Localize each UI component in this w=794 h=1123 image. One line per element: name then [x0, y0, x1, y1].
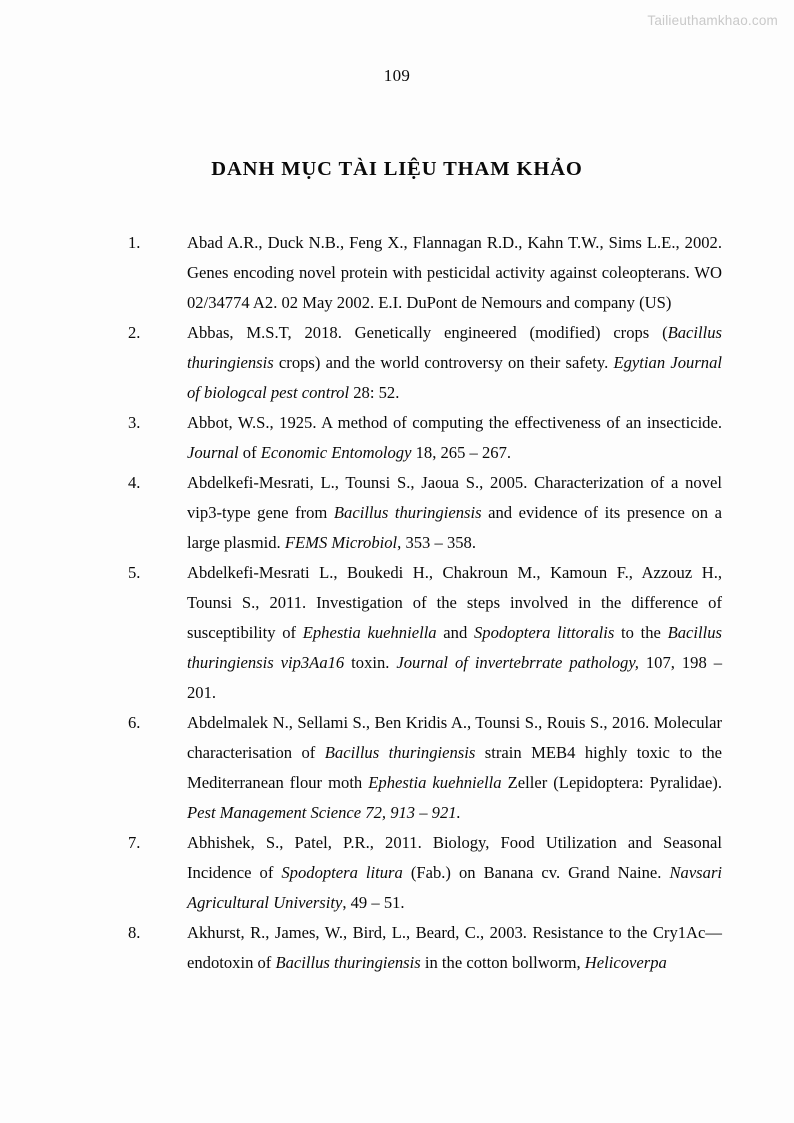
reference-italic-segment: Bacillus thuringiensis vip3Aa16	[187, 623, 723, 672]
reference-plain-segment: Akhurst, R., James, W., Bird, L., Beard, C., 2003. Resistance to the Cry1Ac—endotoxin of	[187, 923, 722, 972]
reference-plain-segment: Zeller (Lepidoptera: Pyralidae).	[501, 773, 722, 792]
reference-plain-segment: 107, 198 – 201.	[187, 653, 722, 702]
reference-number: 7.	[128, 833, 141, 852]
reference-plain-segment: 28: 52.	[349, 383, 400, 402]
reference-plain-segment: Abhishek, S., Patel, P.R., 2011. Biology, Food Utilization and Seasonal Incidence of	[187, 833, 722, 882]
reference-number: 3.	[128, 413, 141, 432]
reference-text	[187, 408, 722, 468]
reference-plain-segment: Abdelkefi-Mesrati, L., Tounsi S., Jaoua S., 2005. Characterization of a novel vip3-type gene from	[187, 473, 722, 522]
reference-italic-segment: Journal of invertebrrate pathology,	[396, 653, 639, 672]
reference-plain-segment: and evidence of its presence on a large plasmid.	[187, 503, 722, 552]
reference-plain-segment: , 353 – 358.	[397, 533, 476, 552]
reference-entry	[128, 828, 722, 918]
reference-number: 2.	[128, 323, 141, 342]
reference-plain-segment: Abbas, M.S.T, 2018. Genetically engineered (modified) crops (	[187, 323, 668, 342]
reference-plain-segment: Abdelkefi-Mesrati L., Boukedi H., Chakroun M., Kamoun F., Azzouz H., Tounsi S., 2011. Investigation of the steps involved in the difference of susceptibility of	[187, 563, 722, 642]
reference-italic-segment: Bacillus thuringiensis	[333, 503, 482, 522]
reference-entry	[128, 408, 722, 468]
page-number: 109	[383, 66, 411, 85]
reference-text	[187, 318, 722, 408]
reference-text	[187, 558, 722, 708]
reference-plain-segment: Abdelmalek N., Sellami S., Ben Kridis A., Tounsi S., Rouis S., 2016. Molecular characterisation of	[187, 713, 722, 762]
reference-plain-segment: 18, 265 – 267.	[411, 443, 512, 462]
reference-plain-segment: (Fab.) on Banana cv. Grand Naine.	[402, 863, 670, 882]
reference-italic-segment: Spodoptera litura	[281, 863, 403, 882]
reference-italic-segment: Ephestia kuehniella	[302, 623, 437, 642]
reference-text	[187, 918, 722, 978]
reference-number: 8.	[128, 923, 141, 942]
reference-plain-segment: toxin.	[344, 653, 397, 672]
reference-plain-segment: Abbot, W.S., 1925. A method of computing the effectiveness of an insecticide.	[187, 413, 722, 432]
reference-plain-segment: in the cotton bollworm,	[420, 953, 585, 972]
reference-italic-segment: Helicoverpa	[584, 953, 667, 972]
reference-plain-segment: strain MEB4 highly toxic to the Mediterranean flour moth	[187, 743, 722, 792]
reference-italic-segment: Bacillus thuringiensis	[275, 953, 421, 972]
reference-italic-segment: Economic Entomology	[260, 443, 412, 462]
reference-list	[128, 228, 722, 978]
reference-italic-segment: Ephestia kuehniella	[368, 773, 502, 792]
reference-plain-segment: Abad A.R., Duck N.B., Feng X., Flannagan R.D., Kahn T.W., Sims L.E., 2002. Genes encoding novel protein with pesticidal activity against coleopterans. WO 02/34774 A2. 02 May 2002. E.I. DuPont de Nemours and company (US)	[187, 233, 722, 312]
reference-plain-segment: of	[238, 443, 261, 462]
reference-italic-segment: Journal	[187, 443, 239, 462]
reference-italic-segment: FEMS Microbiol	[284, 533, 398, 552]
reference-plain-segment: to the	[614, 623, 668, 642]
reference-text	[187, 708, 722, 828]
reference-italic-segment: Spodoptera littoralis	[473, 623, 615, 642]
reference-entry	[128, 918, 722, 978]
reference-plain-segment: crops) and the world controversy on their safety.	[273, 353, 614, 372]
reference-text	[187, 468, 722, 558]
reference-number: 1.	[128, 233, 141, 252]
reference-text	[187, 228, 722, 318]
reference-plain-segment: , 49 – 51.	[342, 893, 405, 912]
reference-italic-segment: Bacillus thuringiensis	[324, 743, 476, 762]
reference-italic-segment: Bacillus thuringiensis	[187, 323, 722, 372]
reference-italic-segment: Egytian Journal of biologcal pest control	[187, 353, 722, 402]
reference-entry	[128, 318, 722, 408]
reference-number: 4.	[128, 473, 141, 492]
reference-entry	[128, 558, 722, 708]
reference-italic-segment: Navsari Agricultural University	[187, 863, 723, 912]
page-title: DANH MỤC TÀI LIỆU THAM KHẢO	[211, 158, 583, 180]
reference-entry	[128, 468, 722, 558]
reference-number: 5.	[128, 563, 141, 582]
reference-text	[187, 828, 722, 918]
reference-number: 6.	[128, 713, 141, 732]
reference-entry	[128, 708, 722, 828]
watermark-label: Tailieuthamkhao.com	[647, 13, 778, 28]
reference-entry	[128, 228, 722, 318]
reference-italic-segment: Pest Management Science 72, 913 – 921.	[187, 803, 461, 822]
reference-plain-segment: and	[436, 623, 474, 642]
